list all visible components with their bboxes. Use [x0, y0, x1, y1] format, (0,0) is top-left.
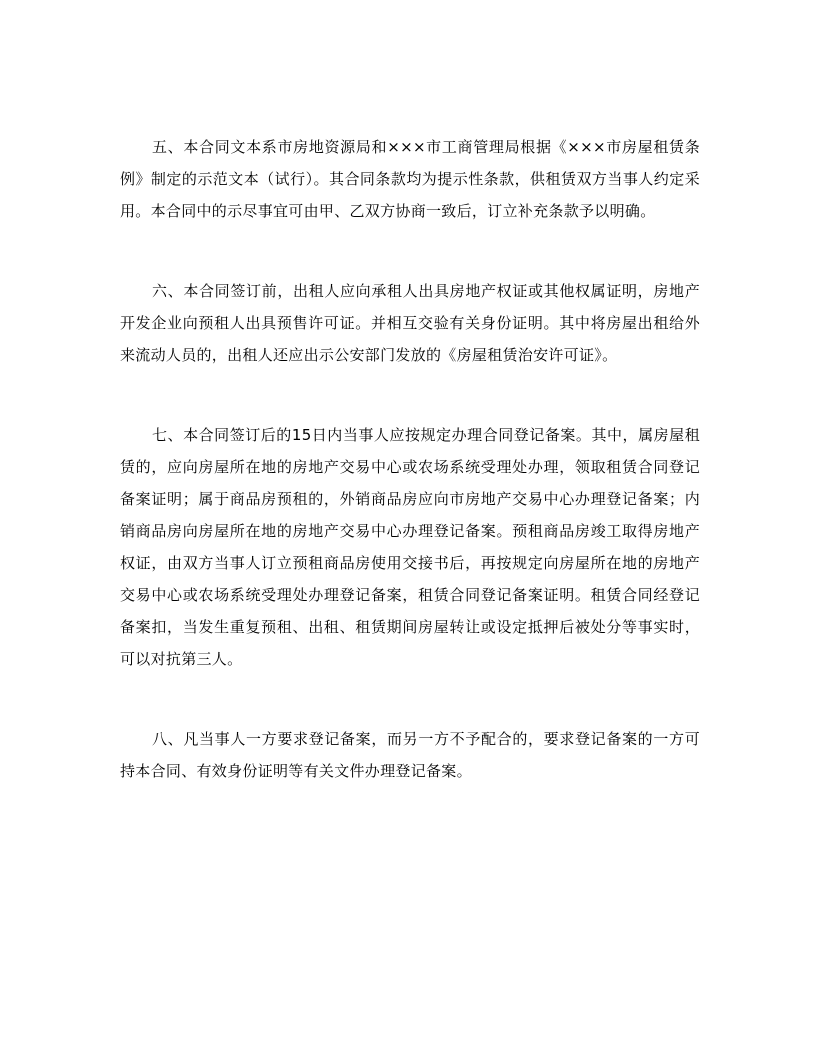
- paragraph-7: 七、本合同签订后的15日内当事人应按规定办理合同登记备案。其中，属房屋租赁的，应向房屋所在地的房地产交易中心或农场系统受理处办理，领取租赁合同登记备案证明；属于商品房预租的，外销商品房应向市房地产交易中心办理登记备案；内销商品房向房屋所在地的房地产交易中心办理登记备案。预租商品房竣工取得房地产权证，由双方当事人订立预租商品房使用交接书后，再按规定向房屋所在地的房地产交易中心或农场系统受理处办理登记备案，租赁合同登记备案证明。租赁合同经登记备案扣，当发生重复预租、出租、租赁期间房屋转让或设定抵押后被处分等事实时，可以对抗第三人。: [120, 426, 700, 668]
- document-body: [120, 131, 700, 787]
- paragraph-5: 五、本合同文本系市房地资源局和×××市工商管理局根据《×××市房屋租赁条例》制定的示范文本（试行）。其合同条款均为提示性条款，供租赁双方当事人约定采用。本合同中的示尽事宜可由甲、乙双方协商一致后，订立补充条款予以明确。: [120, 138, 700, 220]
- paragraph-8: 八、凡当事人一方要求登记备案，而另一方不予配合的，要求登记备案的一方可持本合同、有效身份证明等有关文件办理登记备案。: [120, 730, 700, 780]
- paragraph-6: 六、本合同签订前，出租人应向承租人出具房地产权证或其他权属证明，房地产开发企业向预租人出具预售许可证。并相互交验有关身份证明。其中将房屋出租给外来流动人员的，出租人还应出示公安部门发放的《房屋租赁治安许可证》。: [120, 282, 700, 364]
